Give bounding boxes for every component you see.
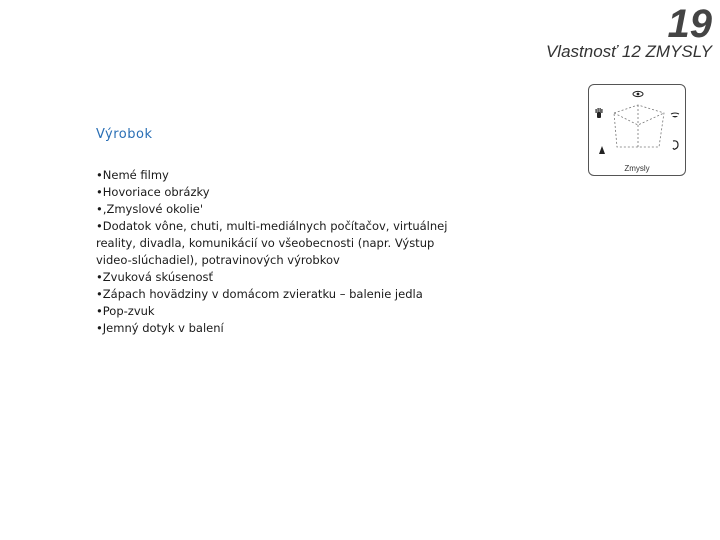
bullet-item: •Nemé filmy [96,168,169,182]
slide-number: 19 [667,2,712,46]
eye-icon [633,91,643,96]
senses-connector-lines [614,105,664,147]
bullet-list [96,167,466,337]
slide-title: Vlastnosť 12 ZMYSLY [545,42,712,61]
nose-icon [599,146,605,154]
tongue-icon [671,113,679,118]
section-title: Výrobok [96,127,153,142]
bullet-item: •Hovoriace obrázky [96,185,210,199]
diagram-label: Zmysly [624,164,650,173]
bullet-item: •Zápach hovädziny v domácom zvieratku – balenie jedla [96,287,423,301]
bullet-item: •Zvuková skúsenosť [96,270,214,284]
bullet-item: •Jemný dotyk v balení [96,321,224,335]
senses-diagram [588,84,686,176]
bullet-item: •‚Zmyslové okolie' [96,202,204,216]
bullet-item: •Dodatok vône, chuti, multi-mediálnych počítačov, virtuálnej reality, divadla, komunikácií vo všeobecnosti (napr. Výstup video-slúchadiel), potravinových výrobkov [96,219,448,267]
ear-icon [673,141,678,150]
hand-icon [596,108,603,118]
bullet-item: •Pop-zvuk [96,304,155,318]
